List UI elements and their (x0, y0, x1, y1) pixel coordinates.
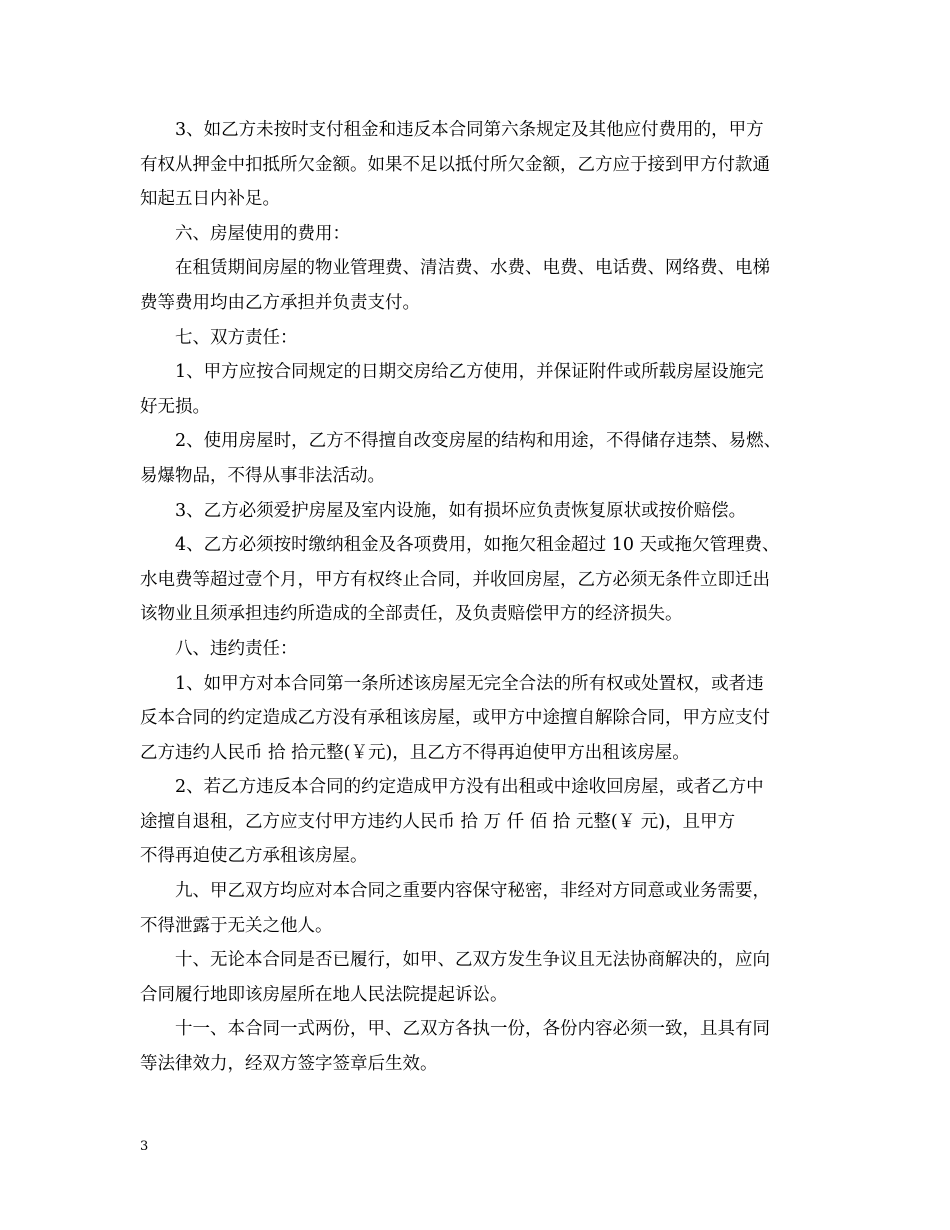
document-body (140, 113, 816, 1082)
paragraph-line: 合同履行地即该房屋所在地人民法院提起诉讼。 (140, 984, 508, 1005)
paragraph-line: 不得泄露于无关之他人。 (140, 915, 333, 936)
paragraph-line: 该物业且须承担违约所造成的全部责任，及负责赔偿甲方的经济损失。 (140, 604, 683, 625)
paragraph-line: 易爆物品，不得从事非法活动。 (140, 465, 385, 486)
paragraph-line: 乙方违约人民币 拾 拾元整(￥元)，且乙方不得再迫使甲方出租该房屋。 (140, 742, 690, 763)
paragraph-line: 知起五日内补足。 (140, 189, 280, 210)
paragraph-line: 九、甲乙双方均应对本合同之重要内容保守秘密，非经对方同意或业务需要， (175, 881, 770, 902)
paragraph-line: 不得再迫使乙方承租该房屋。 (140, 846, 368, 867)
paragraph-line: 3、乙方必须爱护房屋及室内设施，如有损坏应负责恢复原状或按价赔偿。 (175, 500, 747, 521)
paragraph-line: 3、如乙方未按时支付租金和违反本合同第六条规定及其他应付费用的，甲方 (175, 120, 764, 140)
paragraph-line: 有权从押金中扣抵所欠金额。如果不足以抵付所欠金额，乙方应于接到甲方付款通 (140, 154, 770, 175)
paragraph-line: 2、使用房屋时，乙方不得擅自改变房屋的结构和用途，不得储存违禁、易燃、 (175, 431, 782, 452)
section-heading: 六、房屋使用的费用： (175, 223, 350, 244)
paragraph-line: 反本合同的约定造成乙方没有承租该房屋，或甲方中途擅自解除合同，甲方应支付 (140, 708, 770, 729)
paragraph-line: 水电费等超过壹个月，甲方有权终止合同，并收回房屋，乙方必须无条件立即迁出 (140, 569, 770, 590)
paragraph-line: 十、无论本合同是否已履行，如甲、乙双方发生争议且无法协商解决的，应向 (175, 950, 770, 971)
paragraph-line: 途擅自退租，乙方应支付甲方违约人民币 拾 万 仟 佰 拾 元整(￥ 元)，且甲方 (140, 811, 736, 832)
paragraph-line: 4、乙方必须按时缴纳租金及各项费用，如拖欠租金超过 10 天或拖欠管理费、 (175, 535, 780, 556)
paragraph-line: 等法律效力，经双方签字签章后生效。 (140, 1054, 438, 1075)
page-number: 3 (140, 1139, 149, 1154)
paragraph-line: 2、若乙方违反本合同的约定造成甲方没有出租或中途收回房屋，或者乙方中 (175, 777, 764, 798)
paragraph-line: 好无损。 (140, 396, 210, 417)
paragraph-line: 费等费用均由乙方承担并负责支付。 (140, 292, 420, 313)
section-heading: 七、双方责任： (175, 327, 298, 348)
paragraph-line: 1、如甲方对本合同第一条所述该房屋无完全合法的所有权或处置权，或者违 (175, 673, 764, 694)
section-heading: 八、违约责任： (175, 638, 298, 659)
paragraph-line: 1、甲方应按合同规定的日期交房给乙方使用，并保证附件或所载房屋设施完 (175, 362, 764, 383)
paragraph-line: 十一、本合同一式两份，甲、乙双方各执一份，各份内容必须一致，且具有同 (175, 1019, 770, 1040)
paragraph-line: 在租赁期间房屋的物业管理费、清洁费、水费、电费、电话费、网络费、电梯 (175, 258, 770, 279)
